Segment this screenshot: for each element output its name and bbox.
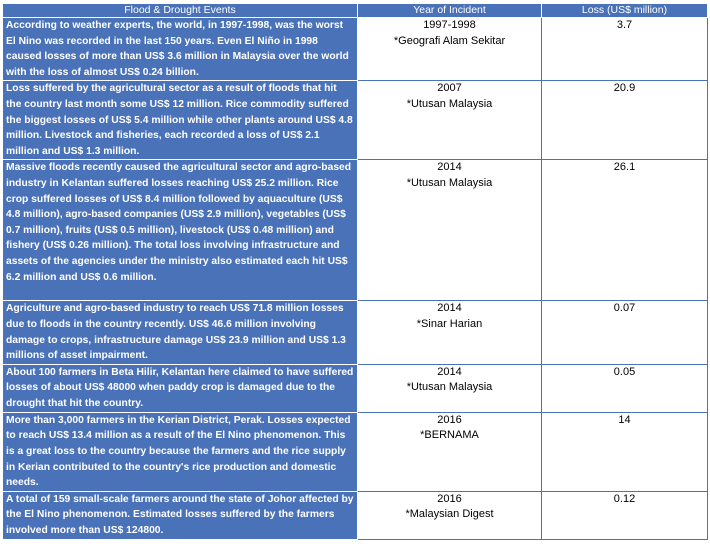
- source-value: *Utusan Malaysia: [406, 97, 493, 110]
- table-row: [3, 160, 708, 301]
- loss-value: 14: [542, 412, 708, 491]
- loss-value: 3.7: [542, 18, 708, 81]
- year-value: 2016: [437, 492, 462, 505]
- year-cell: [358, 81, 542, 160]
- year-cell: [358, 364, 542, 412]
- year-cell: [358, 491, 542, 539]
- source-value: *BERNAMA: [420, 429, 479, 442]
- event-description: Loss suffered by the agricultural sector as a result of floods that hit the country last month some US$ 12 million. Rice commodity suffered the biggest losses of US$ 5.4 million while other plants around US$ 4.8 million. Livestock and fisheries, each recorded a loss of US$ 2.1 million and US$ 1.3 million.: [3, 81, 358, 160]
- year-value: 2007: [437, 82, 462, 95]
- year-value: 2014: [437, 302, 462, 315]
- source-value: *Utusan Malaysia: [406, 176, 493, 189]
- year-cell: [358, 18, 542, 81]
- table-row: [3, 18, 708, 81]
- table-header-row: [3, 4, 708, 18]
- loss-value: 26.1: [542, 160, 708, 301]
- loss-value: 0.12: [542, 491, 708, 539]
- year-value: 2014: [437, 161, 462, 174]
- header-events: Flood & Drought Events: [3, 4, 358, 18]
- flood-drought-table: [2, 3, 708, 540]
- event-description: More than 3,000 farmers in the Kerian District, Perak. Losses expected to reach US$ 13.4 million as a result of the El Nino phenomenon. This is a great loss to the country because the farmers and the rice supply in Kerian contributed to the country's rice production and domestic needs.: [3, 412, 358, 491]
- table-row: [3, 81, 708, 160]
- table-row: [3, 491, 708, 539]
- table-row: [3, 412, 708, 491]
- loss-value: 20.9: [542, 81, 708, 160]
- event-description: A total of 159 small-scale farmers around the state of Johor affected by the El Nino phenomenon. Estimated losses suffered by the farmers involved more than US$ 124800.: [3, 491, 358, 539]
- year-cell: [358, 160, 542, 301]
- event-description: About 100 farmers in Beta Hilir, Kelantan here claimed to have suffered losses of about US$ 48000 when paddy crop is damaged due to the drought that hit the country.: [3, 364, 358, 412]
- source-value: *Utusan Malaysia: [406, 381, 493, 394]
- table-row: [3, 301, 708, 364]
- source-value: *Malaysian Digest: [405, 508, 494, 521]
- header-loss: Loss (US$ million): [542, 4, 708, 18]
- loss-value: 0.07: [542, 301, 708, 364]
- loss-value: 0.05: [542, 364, 708, 412]
- year-value: 1997-1998: [423, 19, 476, 31]
- year-cell: [358, 301, 542, 364]
- table-row: [3, 364, 708, 412]
- event-description: According to weather experts, the world, in 1997-1998, was the worst El Nino was recorded in the last 150 years. Even El Niño in 1998 caused losses of more than US$ 3.6 million in Malaysia over the world with the loss of almost US$ 0.24 billion.: [3, 18, 358, 81]
- event-description: Massive floods recently caused the agricultural sector and agro-based industry in Kelantan suffered losses reaching US$ 25.2 million. Rice crop suffered losses of US$ 8.4 million followed by aquaculture (US$ 4.8 million), agro-based companies (US$ 2.9 million), vegetables (US$ 0.7 million), fruits (US$ 0.5 million), livestock (US$ 0.48 million) and fishery (US$ 0.26 million). The total loss involving infrastructure and assets of the agencies under the ministry also estimated each hit US$ 6.2 million and US$ 0.6 million.: [3, 160, 358, 301]
- event-description: Agriculture and agro-based industry to reach US$ 71.8 million losses due to floods in the country recently. US$ 46.6 million involving damage to crops, infrastructure damage US$ 23.9 million and US$ 1.3 millions of asset impairment.: [3, 301, 358, 364]
- year-value: 2016: [437, 413, 462, 426]
- header-year: Year of Incident: [358, 4, 542, 18]
- source-value: *Geografi Alam Sekitar: [393, 34, 506, 47]
- year-cell: [358, 412, 542, 491]
- year-value: 2014: [437, 365, 462, 378]
- source-value: *Sinar Harian: [416, 317, 483, 330]
